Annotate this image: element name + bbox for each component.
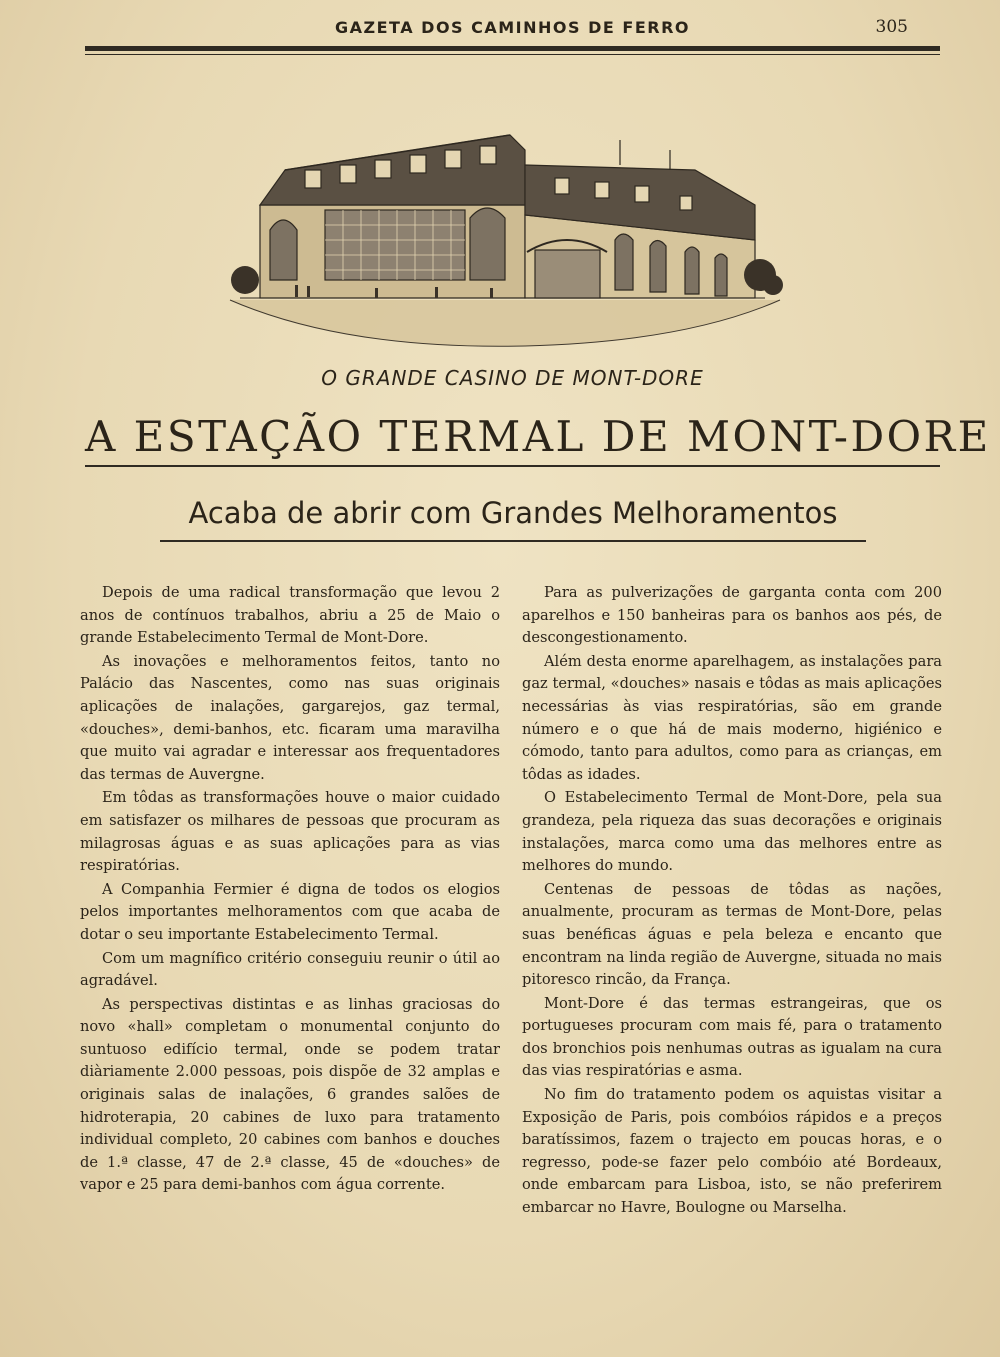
masthead-rule-thin xyxy=(85,54,940,55)
masthead-rule-thick xyxy=(85,46,940,51)
paragraph: No fim do tratamento podem os aquistas visitar a Exposição de Paris, pois combóios rápidos e a preços baratíssimos, fazem o trajecto em poucas horas, e o regresso, pode-se fazer pelo combóio até Bordeaux, onde embarcam para Lisboa, isto, se não preferirem embarcar no Havre, Boulogne ou Marselha. xyxy=(522,1086,942,1217)
paragraph: Mont-Dore é das termas estrangeiras, que os portugueses procuram com mais fé, para o tratamento dos bronchios pois nenhumas outras as igualam na cura das vias respiratórias e asma. xyxy=(522,994,942,1080)
left-column xyxy=(80,582,500,1198)
paragraph: A Companhia Fermier é digna de todos os elogios pelos importantes melhoramentos com que acaba de dotar o seu importante Estabelecimento Termal. xyxy=(80,880,500,943)
paragraph: As inovações e melhoramentos feitos, tanto no Palácio das Nascentes, como nas suas originais aplicações de inalações, gargarejos, gaz termal, «douches», demi-banhos, etc. ficaram uma maravilha que muito vai agradar e interessar aos frequentadores das termas de Auvergne. xyxy=(80,652,500,783)
paragraph: Com um magnífico critério conseguiu reunir o útil ao agradável. xyxy=(80,949,500,990)
casino-building-illustration xyxy=(225,110,785,360)
paragraph: Além desta enorme aparelhagem, as instalações para gaz termal, «douches» nasais e tôdas as mais aplicações necessárias às vias respiratórias, são em grande número e o que há de mais moderno, higiénico e cómodo, tanto para adultos, como para as crianças, em tôdas as idades. xyxy=(522,652,942,783)
page-number: 305 xyxy=(875,17,908,37)
publication-title: GAZETA DOS CAMINHOS DE FERRO xyxy=(334,18,690,37)
paragraph: Depois de uma radical transformação que levou 2 anos de contínuos trabalhos, abriu a 25 de Maio o grande Estabelecimento Termal de Mont-Dore. xyxy=(80,584,500,647)
paragraph: Para as pulverizações de garganta conta com 200 aparelhos e 150 banheiras para os banhos aos pés, de descongestionamento. xyxy=(522,584,942,647)
article-headline: A ESTAÇÃO TERMAL DE MONT-DORE xyxy=(85,412,991,461)
paragraph: Centenas de pessoas de tôdas as nações, anualmente, procuram as termas de Mont-Dore, pelas suas benéficas águas e pela beleza e encanto que encontram na linda região de Auvergne, situada no mais pitoresco rincão, da França. xyxy=(522,880,942,989)
illustration-caption: O GRANDE CASINO DE MONT-DORE xyxy=(321,366,704,390)
headline-rule xyxy=(85,465,940,467)
paragraph: O Estabelecimento Termal de Mont-Dore, pela sua grandeza, pela riqueza das suas decorações e originais instalações, marca como uma das melhores entre as melhores do mundo. xyxy=(522,789,942,875)
paragraph: Em tôdas as transformações houve o maior cuidado em satisfazer os milhares de pessoas que procuram as milagrosas águas e as suas aplicações para as vias respiratórias. xyxy=(80,789,500,875)
right-column xyxy=(522,582,942,1221)
masthead xyxy=(85,14,940,44)
subheadline-rule xyxy=(160,540,866,542)
paragraph: As perspectivas distintas e as linhas graciosas do novo «hall» completam o monumental conjunto do suntuoso edifício termal, onde se podem tratar diàriamente 2.000 pessoas, pois dispõe de 32 amplas e originais salas de inalações, 6 grandes salões de hidroterapia, 20 cabines de luxo para tratamento individual completo, 20 cabines com banhos e douches de 1.ª classe, 47 de 2.ª classe, 45 de «douches» de vapor e 25 para demi-banhos com água corrente. xyxy=(80,995,500,1194)
article-subheadline: Acaba de abrir com Grandes Melhoramentos xyxy=(188,496,838,530)
